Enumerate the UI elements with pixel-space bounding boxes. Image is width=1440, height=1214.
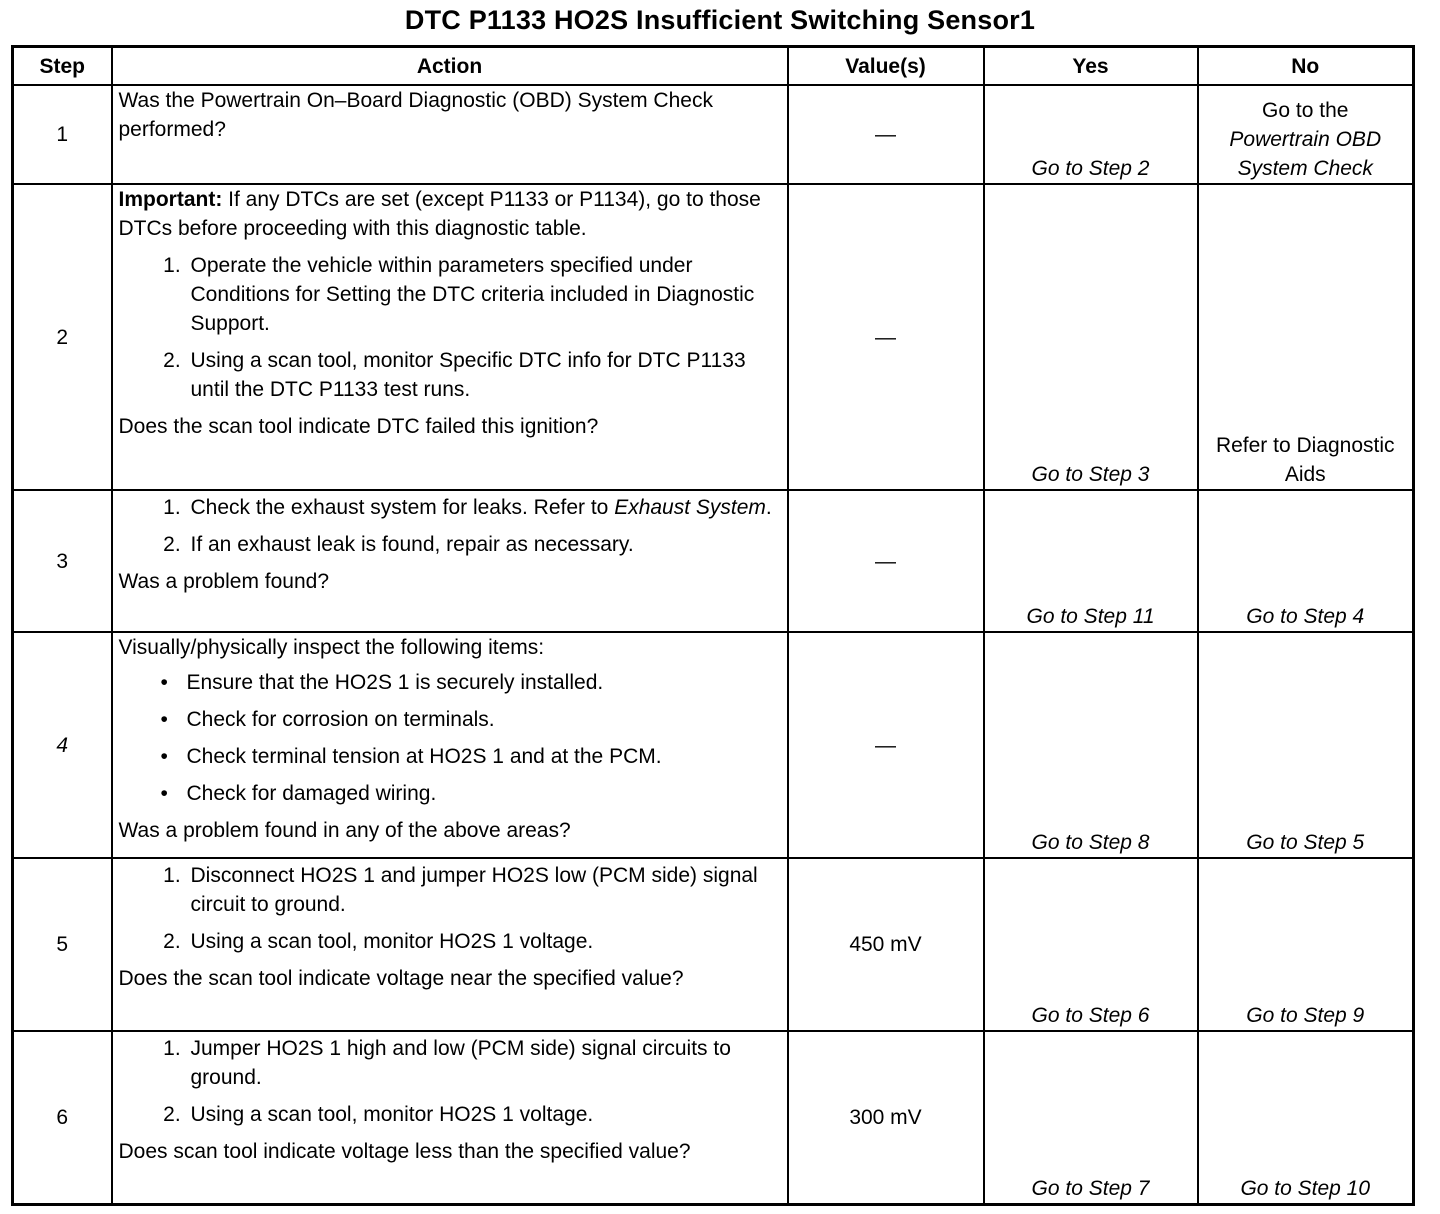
table-row-step-5 bbox=[13, 858, 1414, 1031]
item-text: Check for corrosion on terminals. bbox=[186, 708, 495, 732]
step-number: 2 bbox=[13, 184, 112, 490]
value-cell: — bbox=[788, 184, 984, 490]
no-cell: Go to Step 10 bbox=[1198, 1031, 1414, 1204]
no-text: Go to the bbox=[1262, 99, 1349, 123]
action-question: Was a problem found in any of the above areas? bbox=[118, 819, 571, 843]
no-cell: Go to Step 5 bbox=[1198, 632, 1414, 858]
value-cell: 300 mV bbox=[788, 1031, 984, 1204]
table-header-row bbox=[13, 47, 1414, 86]
list-item: 1. Operate the vehicle within parameters specified under Conditions for Setting the DTC criteria included in Diagnostic Support. bbox=[187, 251, 781, 338]
procedure-list bbox=[119, 1034, 781, 1129]
list-item bbox=[160, 705, 781, 734]
list-item bbox=[187, 493, 781, 522]
action-cell bbox=[112, 184, 788, 490]
no-cell: Go to Step 9 bbox=[1198, 858, 1414, 1031]
list-item: 1. Disconnect HO2S 1 and jumper HO2S low (PCM side) signal circuit to ground. bbox=[187, 861, 781, 919]
value-cell: — bbox=[788, 490, 984, 632]
value-cell: 450 mV bbox=[788, 858, 984, 1031]
step-number: 3 bbox=[13, 490, 112, 632]
action-question: Was the Powertrain On–Board Diagnostic (OBD) System Check performed? bbox=[118, 89, 713, 141]
no-reference: Powertrain OBD System Check bbox=[1229, 128, 1382, 181]
bullet-icon: • bbox=[160, 782, 168, 806]
action-cell bbox=[112, 490, 788, 632]
table-row-step-3 bbox=[13, 490, 1414, 632]
document-title: DTC P1133 HO2S Insufficient Switching Sensor1 bbox=[404, 5, 1036, 35]
value-cell: — bbox=[788, 632, 984, 858]
header-no: No bbox=[1198, 47, 1414, 86]
step-number: 6 bbox=[13, 1031, 112, 1204]
no-cell bbox=[1198, 85, 1414, 184]
value-cell: — bbox=[788, 85, 984, 184]
table-row-step-1 bbox=[13, 85, 1414, 184]
action-cell bbox=[112, 1031, 788, 1204]
list-item bbox=[160, 668, 781, 697]
list-item: 2. If an exhaust leak is found, repair as necessary. bbox=[187, 530, 781, 559]
header-action: Action bbox=[112, 47, 788, 86]
table-row-step-2 bbox=[13, 184, 1414, 490]
table-row-step-4 bbox=[13, 632, 1414, 858]
list-item: 2. Using a scan tool, monitor Specific DTC info for DTC P1133 until the DTC P1133 test runs. bbox=[187, 346, 781, 404]
item-text: Check the exhaust system for leaks. Refer to bbox=[190, 496, 615, 520]
header-values: Value(s) bbox=[788, 47, 984, 86]
list-item: 2. Using a scan tool, monitor HO2S 1 voltage. bbox=[187, 1100, 781, 1129]
yes-cell: Go to Step 6 bbox=[984, 858, 1198, 1031]
action-cell bbox=[112, 85, 788, 184]
item-end: . bbox=[765, 496, 772, 520]
item-text: Check for damaged wiring. bbox=[186, 782, 437, 806]
procedure-list bbox=[119, 493, 781, 559]
yes-cell: Go to Step 8 bbox=[984, 632, 1198, 858]
item-text: Check terminal tension at HO2S 1 and at the PCM. bbox=[186, 745, 662, 769]
no-cell: Refer to Diagnostic Aids bbox=[1198, 184, 1414, 490]
item-text: Ensure that the HO2S 1 is securely installed. bbox=[186, 671, 604, 695]
step-number: 4 bbox=[13, 632, 112, 858]
action-question: Does the scan tool indicate voltage near the specified value? bbox=[118, 967, 684, 991]
header-yes: Yes bbox=[984, 47, 1198, 86]
action-cell bbox=[112, 858, 788, 1031]
yes-cell: Go to Step 3 bbox=[984, 184, 1198, 490]
bullet-icon: • bbox=[160, 745, 168, 769]
step-number: 1 bbox=[13, 85, 112, 184]
bullet-icon: • bbox=[160, 708, 168, 732]
action-question: Does scan tool indicate voltage less than the specified value? bbox=[118, 1140, 691, 1164]
list-item: 2. Using a scan tool, monitor HO2S 1 voltage. bbox=[187, 927, 781, 956]
yes-cell: Go to Step 2 bbox=[984, 85, 1198, 184]
procedure-list bbox=[119, 251, 781, 404]
table-row-step-6 bbox=[13, 1031, 1414, 1204]
important-label: Important: bbox=[118, 188, 223, 212]
list-item bbox=[160, 742, 781, 771]
header-step: Step bbox=[13, 47, 112, 86]
action-question: Was a problem found? bbox=[118, 570, 330, 594]
action-question: Does the scan tool indicate DTC failed this ignition? bbox=[118, 415, 599, 439]
procedure-list bbox=[119, 861, 781, 956]
action-intro: Visually/physically inspect the following items: bbox=[118, 636, 545, 660]
list-item bbox=[160, 779, 781, 808]
list-item: 1. Jumper HO2S 1 high and low (PCM side) signal circuits to ground. bbox=[187, 1034, 781, 1092]
yes-cell: Go to Step 7 bbox=[984, 1031, 1198, 1204]
yes-cell: Go to Step 11 bbox=[984, 490, 1198, 632]
no-cell: Go to Step 4 bbox=[1198, 490, 1414, 632]
step-number: 5 bbox=[13, 858, 112, 1031]
important-note bbox=[119, 185, 781, 243]
diagnostic-table bbox=[11, 45, 1415, 1206]
inspection-list bbox=[119, 668, 781, 808]
action-cell bbox=[112, 632, 788, 858]
item-reference: Exhaust System bbox=[614, 496, 766, 520]
bullet-icon: • bbox=[160, 671, 168, 695]
important-text: If any DTCs are set (except P1133 or P1134), go to those DTCs before proceeding with this diagnostic table. bbox=[118, 188, 761, 241]
